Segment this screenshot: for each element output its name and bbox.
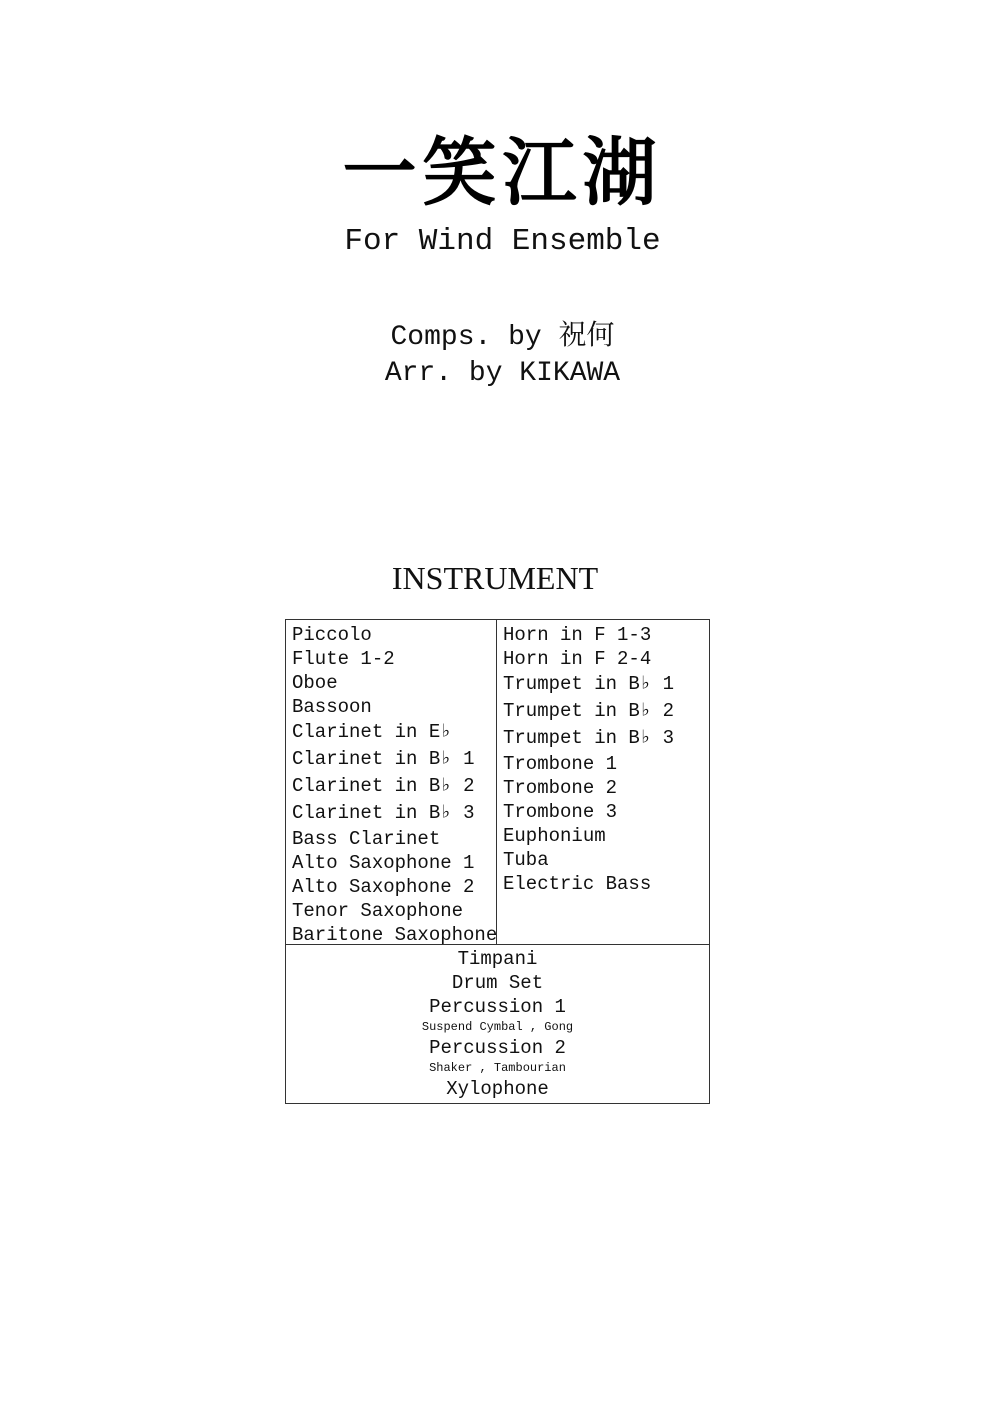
instrument-item: Trumpet in B♭ 3 [503,727,675,749]
instrument-item: Clarinet in B♭ 3 [292,802,475,824]
instrument-item: Trombone 1 [503,753,618,775]
xylophone-label: Xylophone [446,1078,549,1100]
instrument-item: Trombone 3 [503,801,618,823]
instrument-item: Euphonium [503,825,606,847]
woodwind-column [286,620,497,944]
instrument-item: Horn in F 1-3 [503,624,652,646]
brass-column [497,620,709,944]
percussion-2-label: Percussion 2 [429,1037,566,1059]
instrument-item: Tuba [503,849,549,871]
instrument-heading: INSTRUMENT [391,560,599,596]
instrument-item: Oboe [292,672,338,694]
instrument-item: Trumpet in B♭ 2 [503,700,675,722]
instrument-item: Alto Saxophone 2 [292,876,475,898]
instrument-item: Trumpet in B♭ 1 [503,673,675,695]
instrument-item: Clarinet in B♭ 1 [292,748,475,770]
percussion-section [286,945,709,1103]
instrument-item: Trombone 2 [503,777,618,799]
instrument-item: Piccolo [292,624,372,646]
composer-credit: Comps. by 祝何 [390,322,615,353]
instrument-item: Alto Saxophone 1 [292,852,475,874]
arranger-credit: Arr. by KIKAWA [384,358,621,389]
instrument-item: Clarinet in E♭ [292,721,452,743]
instrument-item: Horn in F 2-4 [503,648,652,670]
instrument-table-upper [286,620,709,945]
drum-set-label: Drum Set [451,972,544,994]
instrument-item: Bass Clarinet [292,828,441,850]
percussion-1-label: Percussion 1 [429,996,566,1018]
score-title: 一笑江湖 [342,130,663,216]
instrument-item: Clarinet in B♭ 2 [292,775,475,797]
instrument-item: Bassoon [292,696,372,718]
instrument-item: Tenor Saxophone [292,900,464,922]
percussion-1-detail: Suspend Cymbal , Gong [421,1020,574,1034]
score-subtitle: For Wind Ensemble [344,224,661,259]
instrument-table [285,619,710,1104]
instrument-item: Baritone Saxophone [292,924,498,946]
instrument-item: Electric Bass [503,873,652,895]
credits [0,320,1005,392]
instrument-item: Flute 1-2 [292,648,395,670]
timpani-label: Timpani [457,948,538,970]
percussion-2-detail: Shaker , Tambourian [429,1061,566,1075]
